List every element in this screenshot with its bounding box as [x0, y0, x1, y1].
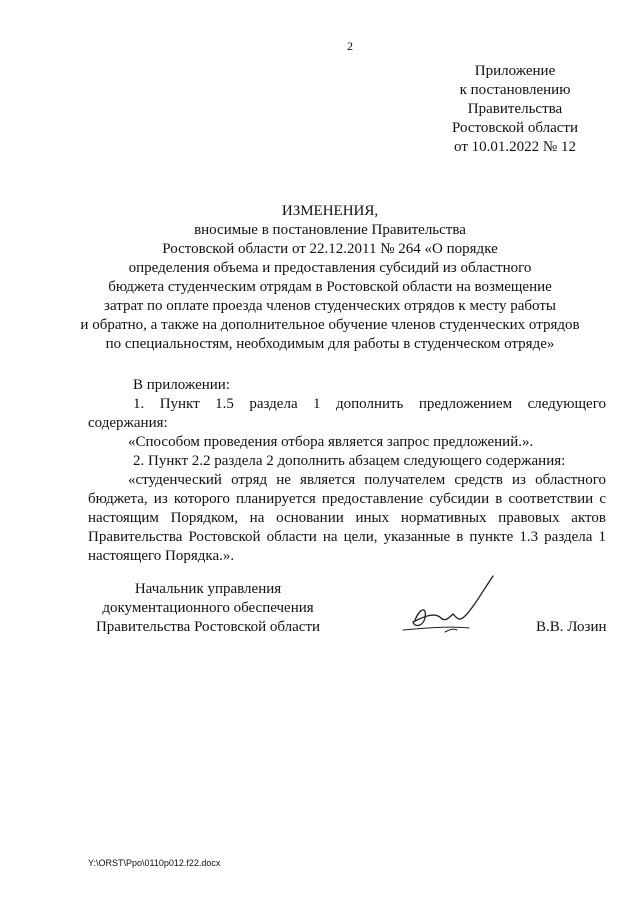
title-heading: ИЗМЕНЕНИЯ, [281, 203, 379, 219]
signer-position-line: документационного обеспечения [102, 600, 314, 616]
signer-position-line: Начальник управления [134, 581, 282, 597]
appendix-line: к постановлению [459, 82, 571, 98]
title-line: по специальностям, необходимым для работы в студенческом отряде» [105, 336, 555, 352]
appendix-line: Приложение [474, 63, 556, 79]
title-line: бюджета студенческим отрядам в Ростовской области на возмещение [108, 279, 552, 295]
signer-position-line: Правительства Ростовской области [95, 619, 321, 635]
page-number: 2 [347, 39, 353, 53]
body-item-2: 2. Пункт 2.2 раздела 2 дополнить абзацем следующего содержания: [133, 453, 566, 469]
document-title [60, 202, 600, 354]
file-path: Y:\ORST\Ppo\0110p012.f22.docx [88, 858, 221, 868]
appendix-line: Ростовской области [452, 120, 578, 136]
signer-position [88, 580, 328, 637]
title-line: вносимые в постановление Правительства [194, 222, 466, 238]
body-item-1: 1. Пункт 1.5 раздела 1 дополнить предложением следующего содержания: [88, 396, 606, 431]
title-line: затрат по оплате проезда членов студенческих отрядов к месту работы [104, 298, 556, 314]
body-item-2-text: «студенческий отряд не является получателем средств из областного бюджета, из которого планируется предоставление субсидии в соответствии с настоящим Порядком, на основании иных нормативных правовых актов Правительства Ростовской области на цели, указанные в пункте 1.3 раздела 1 настоящего Порядка.». [88, 472, 606, 564]
title-line: определения объема и предоставления субсидий из областного [128, 260, 532, 276]
appendix-header [445, 62, 585, 157]
body-item-1-text: «Способом проведения отбора является запрос предложений.». [128, 434, 534, 450]
signer-name: В.В. Лозин [536, 619, 607, 635]
body-intro: В приложении: [133, 377, 230, 393]
appendix-line: от 10.01.2022 № 12 [454, 139, 576, 155]
title-line: Ростовской области от 22.12.2011 № 264 «О порядке [162, 241, 498, 257]
title-line: и обратно, а также на дополнительное обучение членов студенческих отрядов [80, 317, 580, 333]
document-body [88, 376, 606, 566]
appendix-line: Правительства [467, 101, 563, 117]
handwritten-signature [395, 568, 505, 638]
